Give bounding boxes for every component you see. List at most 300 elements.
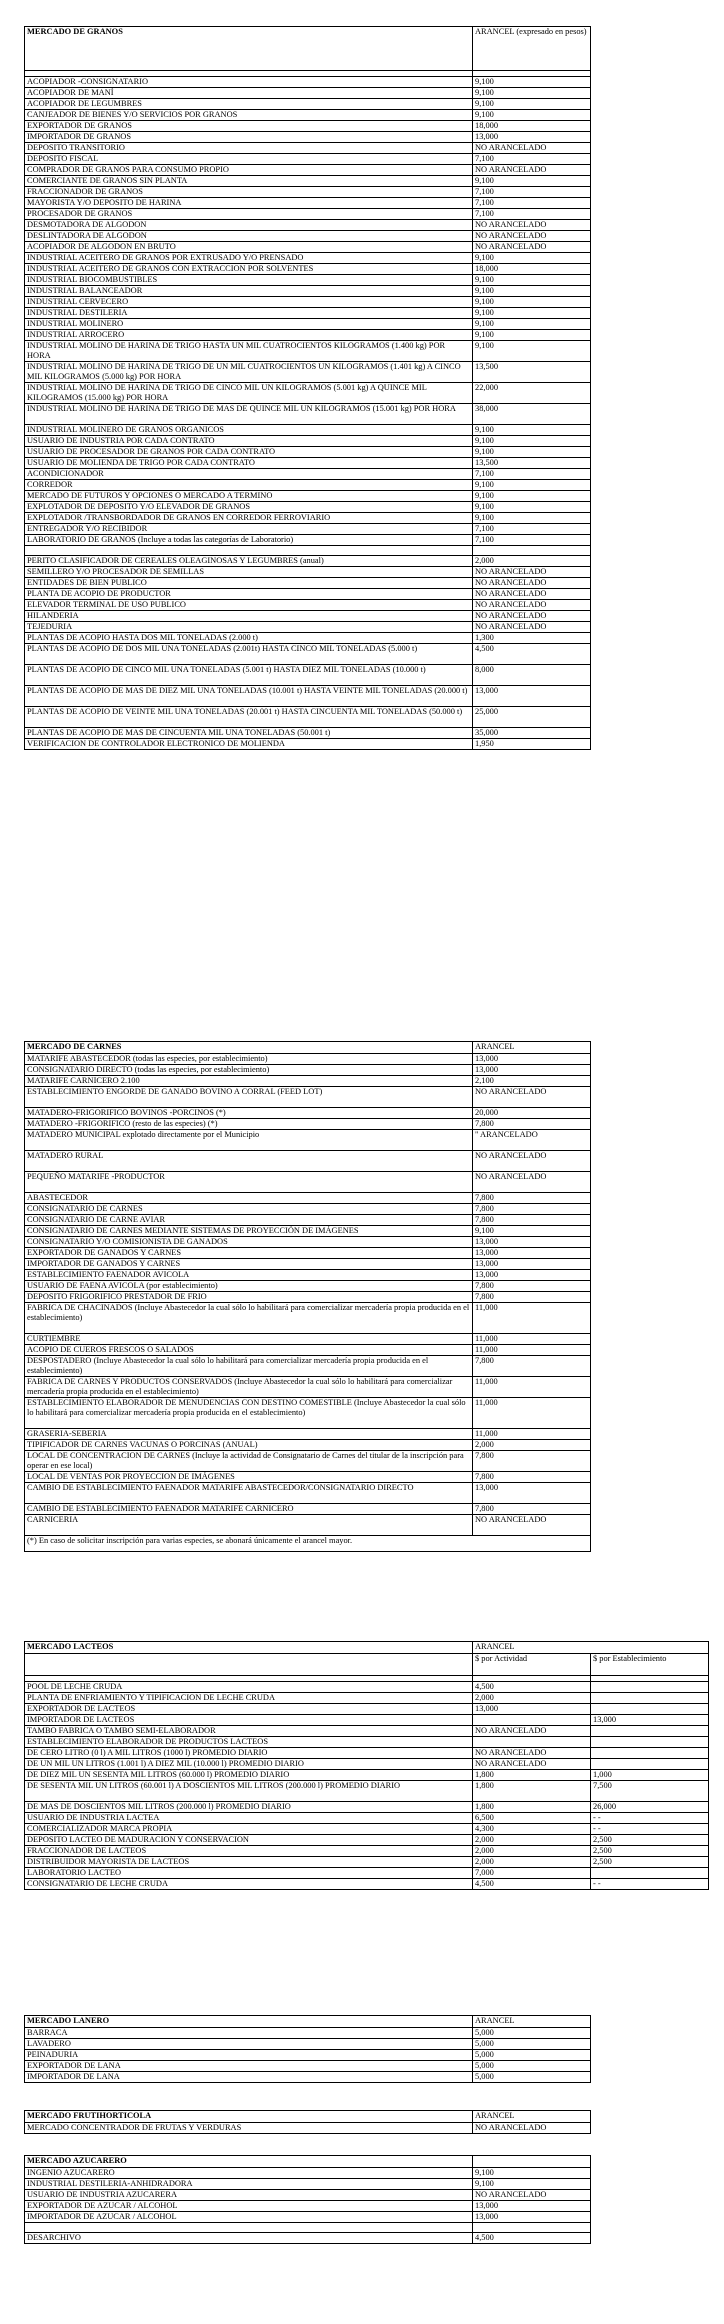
- lacteos-row: [25, 1781, 709, 1802]
- carnes-cell-name: CONSIGNATARIO DE CARNE AVIAR: [25, 1215, 473, 1226]
- granos-row: [25, 480, 591, 491]
- carnes-cell-fee: 7,800: [473, 1204, 591, 1215]
- granos-row: [25, 469, 591, 480]
- lacteos-title: MERCADO LACTEOS: [25, 1642, 473, 1654]
- granos-cell-fee: NO ARANCELADO: [473, 578, 591, 589]
- granos-row: [25, 739, 591, 750]
- carnes-cell-name: CONSIGNATARIO Y/O COMISIONISTA DE GANADOS: [25, 1237, 473, 1248]
- granos-cell-fee: NO ARANCELADO: [473, 611, 591, 622]
- azucarero-cell-fee: 4,500: [473, 2233, 591, 2244]
- granos-row: [25, 362, 591, 383]
- granos-cell-fee: [473, 546, 591, 556]
- granos-cell-fee: NO ARANCELADO: [473, 589, 591, 600]
- granos-row: [25, 77, 591, 88]
- lacteos-row: [25, 1759, 709, 1770]
- azucarero-cell-name: INDUSTRIAL DESTILERIA-ANHIDRADORA: [25, 2179, 473, 2190]
- carnes-cell-fee: 13,000: [473, 1270, 591, 1281]
- lacteos-cell-est: [591, 1726, 709, 1737]
- granos-cell-fee: 7,100: [473, 535, 591, 546]
- lacteos-cell-name: DE CERO LITRO (0 l) A MIL LITROS (1000 l) PROMEDIO DIARIO: [25, 1748, 473, 1759]
- carnes-cell-name: MATARIFE ABASTECEDOR (todas las especies, por establecimiento): [25, 1054, 473, 1065]
- granos-row: [25, 121, 591, 132]
- granos-cell-name: INDUSTRIAL CERVECERO: [25, 297, 473, 308]
- lacteos-cell-est: 26,000: [591, 1802, 709, 1813]
- carnes-table: [24, 1041, 591, 1552]
- lacteos-cell-act: NO ARANCELADO: [473, 1759, 591, 1770]
- carnes-footnote: (*) En caso de solicitar inscripción para varias especies, se abonará únicamente el arancel mayor.: [25, 1536, 591, 1552]
- azucarero-cell-fee: 9,100: [473, 2168, 591, 2179]
- carnes-cell-name: CONSIGNATARIO DE CARNES: [25, 1204, 473, 1215]
- granos-row: [25, 110, 591, 121]
- granos-cell-name: DESLINTADORA DE ALGODON: [25, 231, 473, 242]
- granos-row: [25, 556, 591, 567]
- granos-cell-name: MERCADO DE FUTUROS Y OPCIONES O MERCADO A TERMINO: [25, 491, 473, 502]
- lacteos-row: [25, 1682, 709, 1693]
- granos-row: [25, 458, 591, 469]
- granos-cell-fee: 9,100: [473, 502, 591, 513]
- carnes-cell-fee: 7,800: [473, 1193, 591, 1204]
- lanero-row: [25, 2072, 591, 2083]
- carnes-cell-fee: " ARANCELADO: [473, 1130, 591, 1151]
- carnes-cell-fee: 7,800: [473, 1215, 591, 1226]
- carnes-cell-name: TIPIFICADOR DE CARNES VACUNAS O PORCINAS (ANUAL): [25, 1440, 473, 1451]
- carnes-row: [25, 1119, 591, 1130]
- azucarero-row: [25, 2179, 591, 2190]
- granos-cell-fee: 9,100: [473, 513, 591, 524]
- lacteos-cell-name: PLANTA DE ENFRIAMIENTO Y TIPIFICACION DE LECHE CRUDA: [25, 1693, 473, 1704]
- azucarero-cell-name: USUARIO DE INDUSTRIA AZUCARERA: [25, 2190, 473, 2201]
- granos-table: [24, 26, 591, 750]
- carnes-cell-name: CAMBIO DE ESTABLECIMIENTO FAENADOR MATARIFE ABASTECEDOR/CONSIGNATARIO DIRECTO: [25, 1483, 473, 1504]
- carnes-row: [25, 1193, 591, 1204]
- azucarero-row: [25, 2201, 591, 2212]
- lacteos-cell-est: 2,500: [591, 1835, 709, 1846]
- granos-row: [25, 308, 591, 319]
- lacteos-cell-name: DE DIEZ MIL UN SESENTA MIL LITROS (60.000 l) PROMEDIO DIARIO: [25, 1770, 473, 1781]
- carnes-row: [25, 1398, 591, 1429]
- lacteos-cell-est: [591, 1693, 709, 1704]
- granos-cell-fee: 9,100: [473, 110, 591, 121]
- granos-cell-name: INDUSTRIAL MOLINO DE HARINA DE TRIGO DE MAS DE QUINCE MIL UN KILOGRAMOS (15.001 kg) POR HORA: [25, 404, 473, 425]
- granos-row: [25, 622, 591, 633]
- carnes-cell-name: ACOPIO DE CUEROS FRESCOS O SALADOS: [25, 1345, 473, 1356]
- lacteos-col-establecimiento: $ por Establecimiento: [591, 1654, 709, 1676]
- carnes-row: [25, 1292, 591, 1303]
- lacteos-cell-name: POOL DE LECHE CRUDA: [25, 1682, 473, 1693]
- lacteos-cell-est: 13,000: [591, 1715, 709, 1726]
- granos-cell-name: SEMILLERO Y/O PROCESADOR DE SEMILLAS: [25, 567, 473, 578]
- carnes-row: [25, 1334, 591, 1345]
- granos-cell-name: FRACCIONADOR DE GRANOS: [25, 187, 473, 198]
- carnes-cell-fee: 13,000: [473, 1259, 591, 1270]
- granos-cell-name: ACONDICIONADOR: [25, 469, 473, 480]
- granos-cell-name: COMERCIANTE DE GRANOS SIN PLANTA: [25, 176, 473, 187]
- lanero-cell-fee: 5,000: [473, 2039, 591, 2050]
- lanero-row: [25, 2039, 591, 2050]
- granos-row: [25, 589, 591, 600]
- granos-cell-name: PLANTA DE ACOPIO DE PRODUCTOR: [25, 589, 473, 600]
- lacteos-cell-act: 1,800: [473, 1770, 591, 1781]
- granos-row: [25, 264, 591, 275]
- carnes-row: [25, 1270, 591, 1281]
- lanero-cell-fee: 5,000: [473, 2050, 591, 2061]
- carnes-row: [25, 1204, 591, 1215]
- lacteos-cell-est: 7,500: [591, 1781, 709, 1802]
- lacteos-cell-act: 13,000: [473, 1704, 591, 1715]
- granos-cell-fee: 35,000: [473, 728, 591, 739]
- granos-cell-fee: NO ARANCELADO: [473, 165, 591, 176]
- carnes-row: [25, 1515, 591, 1536]
- lacteos-cell-act: NO ARANCELADO: [473, 1726, 591, 1737]
- carnes-cell-name: MATADERO-FRIGORIFICO BOVINOS -PORCINOS (*): [25, 1108, 473, 1119]
- azucarero-cell-name: [25, 2223, 473, 2233]
- lacteos-row: [25, 1715, 709, 1726]
- carnes-cell-name: DEPOSITO FRIGORIFICO PRESTADOR DE FRIO: [25, 1292, 473, 1303]
- carnes-row: [25, 1377, 591, 1398]
- carnes-row: [25, 1237, 591, 1248]
- carnes-cell-fee: 2,000: [473, 1440, 591, 1451]
- lacteos-cell-act: 2,000: [473, 1693, 591, 1704]
- granos-row: [25, 686, 591, 707]
- granos-cell-name: PLANTAS DE ACOPIO DE DOS MIL UNA TONELADAS (2.001t) HASTA CINCO MIL TONELADAS (5.000 t): [25, 644, 473, 665]
- fruti-table: [24, 2110, 591, 2134]
- lacteos-cell-name: TAMBO FABRICA O TAMBO SEMI-ELABORADOR: [25, 1726, 473, 1737]
- carnes-cell-fee: 11,000: [473, 1345, 591, 1356]
- carnes-cell-name: CONSIGNATARIO DIRECTO (todas las especies, por establecimiento): [25, 1065, 473, 1076]
- granos-cell-name: USUARIO DE MOLIENDA DE TRIGO POR CADA CONTRATO: [25, 458, 473, 469]
- carnes-row: [25, 1483, 591, 1504]
- granos-cell-fee: 9,100: [473, 319, 591, 330]
- carnes-cell-fee: 11,000: [473, 1429, 591, 1440]
- lacteos-row: [25, 1802, 709, 1813]
- granos-row: [25, 436, 591, 447]
- granos-cell-name: PLANTAS DE ACOPIO DE VEINTE MIL UNA TONELADAS (20.001 t) HASTA CINCUENTA MIL TONELADAS (50.000 t): [25, 707, 473, 728]
- lanero-row: [25, 2061, 591, 2072]
- lacteos-cell-name: EXPORTADOR DE LACTEOS: [25, 1704, 473, 1715]
- lacteos-cell-name: DE MAS DE DOSCIENTOS MIL LITROS (200.000 l) PROMEDIO DIARIO: [25, 1802, 473, 1813]
- granos-cell-name: ACOPIADOR DE MANÍ: [25, 88, 473, 99]
- granos-cell-name: CORREDOR: [25, 480, 473, 491]
- granos-cell-name: INDUSTRIAL ACEITERO DE GRANOS CON EXTRACCION POR SOLVENTES: [25, 264, 473, 275]
- granos-cell-name: TEJEDURIA: [25, 622, 473, 633]
- carnes-cell-name: CONSIGNATARIO DE CARNES MEDIANTE SISTEMAS DE PROYECCIÓN DE IMÁGENES: [25, 1226, 473, 1237]
- azucarero-cell-fee: 9,100: [473, 2179, 591, 2190]
- granos-cell-fee: NO ARANCELADO: [473, 567, 591, 578]
- carnes-row: [25, 1226, 591, 1237]
- carnes-row: [25, 1259, 591, 1270]
- carnes-cell-name: FABRICA DE CHACINADOS (Incluye Abastecedor la cual sólo lo habilitará para comercializar mercadería propia producida en el establecimiento): [25, 1303, 473, 1334]
- lanero-row: [25, 2050, 591, 2061]
- granos-row: [25, 611, 591, 622]
- granos-cell-fee: 7,100: [473, 154, 591, 165]
- azucarero-cell-fee: NO ARANCELADO: [473, 2190, 591, 2201]
- lanero-row: [25, 2028, 591, 2039]
- carnes-cell-name: PEQUEÑO MATARIFE -PRODUCTOR: [25, 1172, 473, 1193]
- carnes-cell-name: MATADERO -FRIGORIFICO (resto de las especies) (*): [25, 1119, 473, 1130]
- granos-row: [25, 341, 591, 362]
- granos-cell-fee: 9,100: [473, 176, 591, 187]
- carnes-cell-name: MATADERO RURAL: [25, 1151, 473, 1172]
- carnes-row: [25, 1281, 591, 1292]
- azucarero-table: [24, 2155, 591, 2244]
- carnes-cell-fee: 7,800: [473, 1472, 591, 1483]
- granos-row: [25, 132, 591, 143]
- carnes-cell-fee: 11,000: [473, 1377, 591, 1398]
- granos-cell-fee: 9,100: [473, 88, 591, 99]
- carnes-cell-fee: NO ARANCELADO: [473, 1151, 591, 1172]
- lacteos-cell-name: FRACCIONADOR DE LACTEOS: [25, 1846, 473, 1857]
- granos-cell-fee: 13,500: [473, 458, 591, 469]
- carnes-cell-name: GRASERIA-SEBERIA: [25, 1429, 473, 1440]
- lacteos-cell-act: [473, 1715, 591, 1726]
- granos-row: [25, 187, 591, 198]
- granos-row: [25, 502, 591, 513]
- carnes-cell-name: CARNICERIA: [25, 1515, 473, 1536]
- azucarero-title: MERCADO AZUCARERO: [25, 2156, 473, 2168]
- granos-cell-name: PERITO CLASIFICADOR DE CEREALES OLEAGINOSAS Y LEGUMBRES (anual): [25, 556, 473, 567]
- lacteos-cell-name: LABORATORIO LACTEO: [25, 1868, 473, 1879]
- granos-cell-fee: 9,100: [473, 308, 591, 319]
- lacteos-row: [25, 1824, 709, 1835]
- lacteos-cell-act: 4,300: [473, 1824, 591, 1835]
- granos-cell-fee: 1,950: [473, 739, 591, 750]
- granos-row: [25, 633, 591, 644]
- granos-cell-name: INDUSTRIAL MOLINO DE HARINA DE TRIGO DE UN MIL CUATROCIENTOS UN KILOGRAMOS (1.401 kg) A CINCO MIL KILOGRAMOS (5.000 kg) POR HORA: [25, 362, 473, 383]
- granos-cell-fee: NO ARANCELADO: [473, 600, 591, 611]
- granos-cell-fee: 13,000: [473, 686, 591, 707]
- lacteos-cell-act: 4,500: [473, 1682, 591, 1693]
- granos-cell-name: VERIFICACION DE CONTROLADOR ELECTRONICO DE MOLIENDA: [25, 739, 473, 750]
- carnes-note-row: [25, 1536, 591, 1552]
- granos-cell-fee: 9,100: [473, 341, 591, 362]
- lacteos-cell-act: 4,500: [473, 1879, 591, 1890]
- azucarero-row: [25, 2190, 591, 2201]
- lanero-table: [24, 2015, 591, 2083]
- granos-cell-fee: 18,000: [473, 121, 591, 132]
- granos-row: [25, 707, 591, 728]
- granos-row: [25, 447, 591, 458]
- carnes-row: [25, 1130, 591, 1151]
- granos-row: [25, 524, 591, 535]
- granos-cell-fee: 9,100: [473, 491, 591, 502]
- lacteos-cell-act: 6,500: [473, 1813, 591, 1824]
- carnes-cell-fee: 9,100: [473, 1226, 591, 1237]
- granos-cell-name: ENTREGADOR Y/O RECIBIDOR: [25, 524, 473, 535]
- carnes-cell-fee: 13,000: [473, 1483, 591, 1504]
- granos-row: [25, 491, 591, 502]
- lacteos-row: [25, 1704, 709, 1715]
- lacteos-row: [25, 1737, 709, 1748]
- azucarero-cell-fee: [473, 2223, 591, 2233]
- granos-row: [25, 330, 591, 341]
- carnes-cell-fee: 7,800: [473, 1504, 591, 1515]
- carnes-row: [25, 1440, 591, 1451]
- lacteos-cell-act: 1,800: [473, 1781, 591, 1802]
- granos-row: [25, 319, 591, 330]
- granos-cell-fee: 22,000: [473, 383, 591, 404]
- granos-cell-fee: 25,000: [473, 707, 591, 728]
- granos-cell-fee: 9,100: [473, 447, 591, 458]
- granos-cell-name: PLANTAS DE ACOPIO DE CINCO MIL UNA TONELADAS (5.001 t) HASTA DIEZ MIL TONELADAS (10.000 t): [25, 665, 473, 686]
- granos-cell-name: DEPOSITO TRANSITORIO: [25, 143, 473, 154]
- azucarero-row: [25, 2223, 591, 2233]
- granos-cell-fee: 7,100: [473, 209, 591, 220]
- granos-cell-fee: 9,100: [473, 99, 591, 110]
- lacteos-cell-est: [591, 1868, 709, 1879]
- carnes-row: [25, 1054, 591, 1065]
- carnes-cell-name: LOCAL DE VENTAS POR PROYECCION DE IMÁGENES: [25, 1472, 473, 1483]
- granos-row: [25, 383, 591, 404]
- granos-row: [25, 220, 591, 231]
- lacteos-cell-act: 2,000: [473, 1835, 591, 1846]
- lacteos-row: [25, 1846, 709, 1857]
- granos-cell-fee: 9,100: [473, 286, 591, 297]
- granos-row: [25, 143, 591, 154]
- carnes-title: MERCADO DE CARNES: [25, 1042, 473, 1054]
- lacteos-cell-est: [591, 1682, 709, 1693]
- granos-cell-fee: NO ARANCELADO: [473, 242, 591, 253]
- lacteos-cell-est: - -: [591, 1879, 709, 1890]
- granos-cell-fee: NO ARANCELADO: [473, 220, 591, 231]
- granos-cell-fee: NO ARANCELADO: [473, 231, 591, 242]
- carnes-row: [25, 1504, 591, 1515]
- granos-cell-name: EXPORTADOR DE GRANOS: [25, 121, 473, 132]
- lacteos-cell-est: 1,000: [591, 1770, 709, 1781]
- lacteos-cell-est: [591, 1737, 709, 1748]
- granos-cell-fee: 18,000: [473, 264, 591, 275]
- granos-cell-name: [25, 546, 473, 556]
- carnes-cell-fee: 13,000: [473, 1065, 591, 1076]
- granos-cell-fee: 13,000: [473, 132, 591, 143]
- carnes-cell-name: USUARIO DE FAENA AVICOLA (por establecimiento): [25, 1281, 473, 1292]
- granos-cell-fee: 4,500: [473, 644, 591, 665]
- carnes-row: [25, 1108, 591, 1119]
- granos-cell-fee: 7,100: [473, 469, 591, 480]
- granos-row: [25, 513, 591, 524]
- granos-cell-name: USUARIO DE PROCESADOR DE GRANOS POR CADA CONTRATO: [25, 447, 473, 458]
- granos-cell-fee: 9,100: [473, 330, 591, 341]
- granos-row: [25, 231, 591, 242]
- granos-cell-name: DEPOSITO FISCAL: [25, 154, 473, 165]
- granos-cell-name: ENTIDADES DE BIEN PUBLICO: [25, 578, 473, 589]
- lacteos-row: [25, 1748, 709, 1759]
- fruti-cell-fee: NO ARANCELADO: [473, 2123, 591, 2134]
- carnes-row: [25, 1303, 591, 1334]
- carnes-cell-name: ABASTECEDOR: [25, 1193, 473, 1204]
- granos-cell-fee: 2,000: [473, 556, 591, 567]
- carnes-row: [25, 1215, 591, 1226]
- lacteos-row: [25, 1835, 709, 1846]
- carnes-cell-fee: 7,800: [473, 1451, 591, 1472]
- lacteos-cell-name: COMERCIALIZADOR MARCA PROPIA: [25, 1824, 473, 1835]
- carnes-row: [25, 1076, 591, 1087]
- carnes-cell-name: MATADERO MUNICIPAL explotado directamente por el Municipio: [25, 1130, 473, 1151]
- carnes-cell-name: DESPOSTADERO (Incluye Abastecedor la cual sólo lo habilitará para comercializar mercadería propia producida en el establecimiento): [25, 1356, 473, 1377]
- granos-cell-name: PROCESADOR DE GRANOS: [25, 209, 473, 220]
- carnes-row: [25, 1356, 591, 1377]
- granos-cell-fee: NO ARANCELADO: [473, 622, 591, 633]
- carnes-row: [25, 1172, 591, 1193]
- carnes-cell-name: CURTIEMBRE: [25, 1334, 473, 1345]
- fruti-row: [25, 2123, 591, 2134]
- granos-row: [25, 567, 591, 578]
- granos-cell-name: USUARIO DE INDUSTRIA POR CADA CONTRATO: [25, 436, 473, 447]
- granos-cell-name: IMPORTADOR DE GRANOS: [25, 132, 473, 143]
- granos-cell-name: EXPLOTADOR /TRANSBORDADOR DE GRANOS EN CORREDOR FERROVIARIO: [25, 513, 473, 524]
- granos-cell-name: INDUSTRIAL DESTILERIA: [25, 308, 473, 319]
- granos-row: [25, 665, 591, 686]
- lacteos-row: [25, 1868, 709, 1879]
- granos-cell-fee: 38,000: [473, 404, 591, 425]
- lacteos-header-row: [25, 1642, 709, 1654]
- azucarero-row: [25, 2212, 591, 2223]
- carnes-row: [25, 1429, 591, 1440]
- fruti-header-row: [25, 2111, 591, 2123]
- granos-cell-name: INDUSTRIAL ARROCERO: [25, 330, 473, 341]
- carnes-cell-name: ESTABLECIMIENTO FAENADOR AVICOLA: [25, 1270, 473, 1281]
- carnes-row: [25, 1248, 591, 1259]
- lacteos-cell-name: IMPORTADOR DE LACTEOS: [25, 1715, 473, 1726]
- lacteos-cell-act: 1,800: [473, 1802, 591, 1813]
- carnes-cell-name: FABRICA DE CARNES Y PRODUCTOS CONSERVADOS (Incluye Abastecedor la cual sólo lo habilitará para comercializar mercadería propia producida en el establecimiento): [25, 1377, 473, 1398]
- lacteos-col-actividad: $ por Actividad: [473, 1654, 591, 1676]
- granos-cell-name: INDUSTRIAL BIOCOMBUSTIBLES: [25, 275, 473, 286]
- carnes-cell-fee: NO ARANCELADO: [473, 1087, 591, 1108]
- granos-cell-name: INDUSTRIAL MOLINO DE HARINA DE TRIGO HASTA UN MIL CUATROCIENTOS KILOGRAMOS (1.400 kg) POR HORA: [25, 341, 473, 362]
- fruti-cell-name: MERCADO CONCENTRADOR DE FRUTAS Y VERDURAS: [25, 2123, 473, 2134]
- lacteos-cell-est: - -: [591, 1813, 709, 1824]
- granos-cell-fee: 7,100: [473, 198, 591, 209]
- granos-cell-name: INDUSTRIAL MOLINO DE HARINA DE TRIGO DE CINCO MIL UN KILOGRAMOS (5.001 kg) A QUINCE MIL KILOGRAMOS (15.000 kg) POR HORA: [25, 383, 473, 404]
- granos-cell-name: INDUSTRIAL BALANCEADOR: [25, 286, 473, 297]
- granos-row: [25, 425, 591, 436]
- granos-row: [25, 99, 591, 110]
- granos-row: [25, 546, 591, 556]
- carnes-fee-header: ARANCEL: [473, 1042, 591, 1054]
- lanero-header-row: [25, 2016, 591, 2028]
- lanero-cell-name: EXPORTADOR DE LANA: [25, 2061, 473, 2072]
- granos-fee-header: ARANCEL (expresado en pesos): [473, 27, 591, 71]
- granos-row: [25, 209, 591, 220]
- carnes-row: [25, 1451, 591, 1472]
- granos-row: [25, 578, 591, 589]
- granos-row: [25, 154, 591, 165]
- granos-cell-name: COMPRADOR DE GRANOS PARA CONSUMO PROPIO: [25, 165, 473, 176]
- granos-row: [25, 198, 591, 209]
- granos-row: [25, 286, 591, 297]
- lacteos-cell-act: NO ARANCELADO: [473, 1748, 591, 1759]
- carnes-cell-name: MATARIFE CARNICERO 2.100: [25, 1076, 473, 1087]
- granos-row: [25, 404, 591, 425]
- lacteos-cell-name: DE UN MIL UN LITROS (1.001 l) A DIEZ MIL (10.000 l) PROMEDIO DIARIO: [25, 1759, 473, 1770]
- granos-row: [25, 297, 591, 308]
- granos-cell-fee: 13,500: [473, 362, 591, 383]
- carnes-cell-fee: 13,000: [473, 1237, 591, 1248]
- lacteos-cell-name: ESTABLECIMIENTO ELABORADOR DE PRODUCTOS LACTEOS: [25, 1737, 473, 1748]
- granos-cell-fee: 9,100: [473, 253, 591, 264]
- lacteos-cell-name: DISTRIBUIDOR MAYORISTA DE LACTEOS: [25, 1857, 473, 1868]
- lacteos-row: [25, 1857, 709, 1868]
- lacteos-cell-act: [473, 1737, 591, 1748]
- granos-row: [25, 600, 591, 611]
- lacteos-cell-name: USUARIO DE INDUSTRIA LACTEA: [25, 1813, 473, 1824]
- lacteos-cell-est: [591, 1759, 709, 1770]
- carnes-cell-fee: 7,800: [473, 1119, 591, 1130]
- carnes-header-row: [25, 1042, 591, 1054]
- carnes-cell-fee: 11,000: [473, 1334, 591, 1345]
- lacteos-row: [25, 1770, 709, 1781]
- lanero-cell-fee: 5,000: [473, 2061, 591, 2072]
